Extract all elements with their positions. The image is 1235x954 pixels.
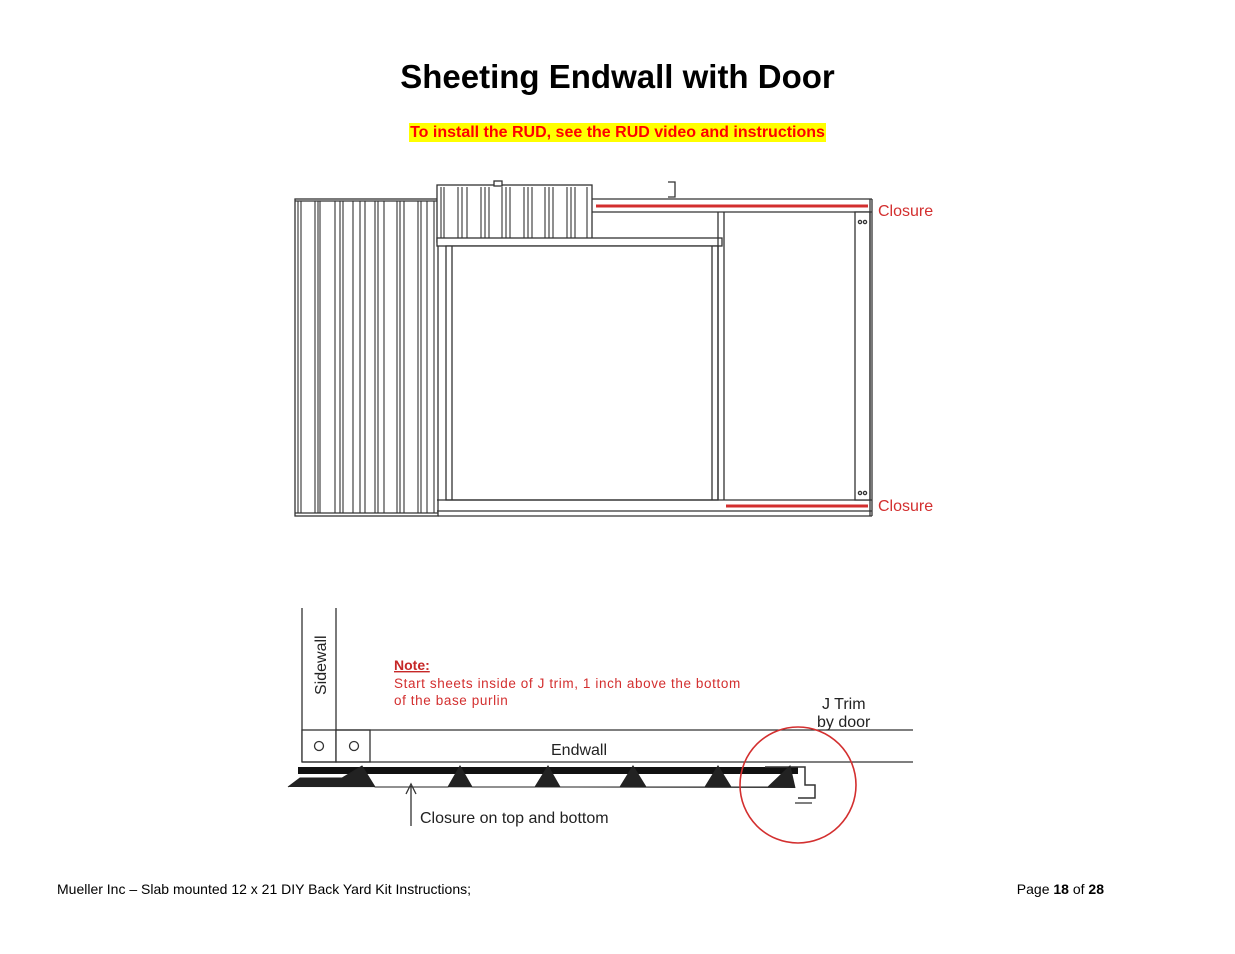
footer-document-title: Mueller Inc – Slab mounted 12 x 21 DIY Back Yard Kit Instructions; — [57, 881, 471, 897]
footer-of-word: of — [1072, 881, 1085, 897]
footer-page-current: 18 — [1053, 881, 1069, 897]
closure-label-bottom: Closure — [878, 498, 934, 515]
footer-page-total: 28 — [1088, 881, 1104, 897]
jtrim-label-line-1: J Trim — [822, 696, 866, 713]
note-title: Note: — [394, 657, 430, 673]
rud-notice-text: To install the RUD, see the RUD video and instructions — [410, 124, 825, 141]
closure-callout-label: Closure on top and bottom — [420, 810, 609, 827]
note-line-1: Start sheets inside of J trim, 1 inch above the bottom — [394, 676, 741, 691]
endwall-elevation-diagram — [295, 181, 872, 516]
endwall-label: Endwall — [551, 742, 608, 759]
closure-label-top: Closure — [878, 203, 934, 220]
footer-page-word: Page — [1016, 881, 1050, 897]
footer-page-number — [1017, 881, 1104, 897]
sidewall-label: Sidewall — [313, 635, 330, 695]
note-line-2: of the base purlin — [394, 693, 509, 708]
jtrim-highlight-circle — [740, 727, 856, 843]
page-title: Sheeting Endwall with Door — [400, 58, 835, 95]
jtrim-label-line-2: by door — [817, 714, 871, 731]
